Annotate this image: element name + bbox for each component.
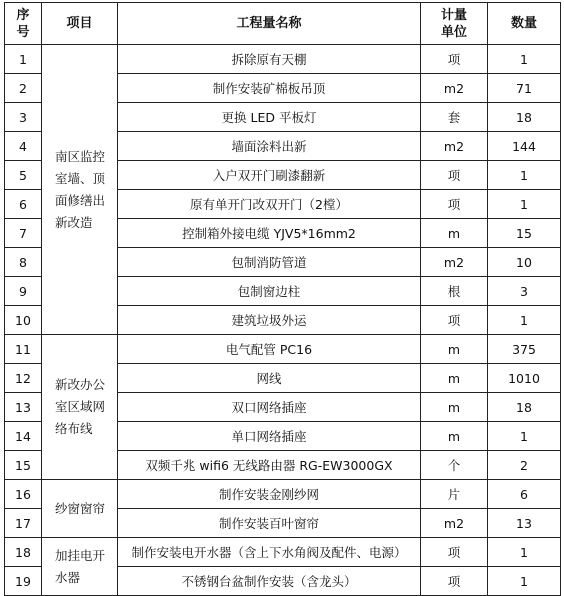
table-row: [5, 335, 561, 364]
item-unit: 项: [421, 538, 488, 567]
row-index: 3: [5, 103, 42, 132]
item-quantity: 71: [488, 74, 561, 103]
row-index: 9: [5, 277, 42, 306]
item-unit: m: [421, 364, 488, 393]
item-unit: 项: [421, 306, 488, 335]
item-unit: 项: [421, 190, 488, 219]
item-quantity: 3: [488, 277, 561, 306]
header-unit: [421, 3, 488, 45]
header-unit-label: 计量 单位: [440, 7, 467, 40]
item-unit: m2: [421, 509, 488, 538]
item-quantity: 18: [488, 393, 561, 422]
item-name: 制作安装矿棉板吊顶: [118, 74, 421, 103]
row-index: 2: [5, 74, 42, 103]
row-index: 12: [5, 364, 42, 393]
item-name: 原有单开门改双开门（2樘）: [118, 190, 421, 219]
item-quantity: 1010: [488, 364, 561, 393]
row-index: 4: [5, 132, 42, 161]
table-row: [5, 538, 561, 567]
row-index: 11: [5, 335, 42, 364]
row-index: 6: [5, 190, 42, 219]
header-index: [5, 3, 42, 45]
item-name: 控制箱外接电缆 YJV5*16mm2: [118, 219, 421, 248]
header-item: 项目: [42, 3, 118, 45]
item-quantity: 1: [488, 45, 561, 74]
item-name: 入户双开门刷漆翻新: [118, 161, 421, 190]
item-name: 制作安装百叶窗帘: [118, 509, 421, 538]
row-index: 5: [5, 161, 42, 190]
item-quantity: 6: [488, 480, 561, 509]
item-name: 不锈钢台盆制作安装（含龙头）: [118, 567, 421, 596]
item-quantity: 18: [488, 103, 561, 132]
item-unit: 项: [421, 567, 488, 596]
item-quantity: 1: [488, 567, 561, 596]
header-index-label: 序 号: [16, 7, 30, 40]
item-unit: 项: [421, 45, 488, 74]
row-index: 15: [5, 451, 42, 480]
item-unit: m: [421, 335, 488, 364]
item-unit: 套: [421, 103, 488, 132]
group-label: 加挂电开水器: [42, 538, 118, 596]
item-unit: 项: [421, 161, 488, 190]
item-unit: 根: [421, 277, 488, 306]
row-index: 16: [5, 480, 42, 509]
row-index: 13: [5, 393, 42, 422]
item-quantity: 15: [488, 219, 561, 248]
table-body: [5, 45, 561, 596]
item-unit: m: [421, 422, 488, 451]
row-index: 18: [5, 538, 42, 567]
item-name: 双口网络插座: [118, 393, 421, 422]
row-index: 1: [5, 45, 42, 74]
row-index: 8: [5, 248, 42, 277]
item-unit: m: [421, 393, 488, 422]
item-quantity: 1: [488, 190, 561, 219]
item-unit: 个: [421, 451, 488, 480]
item-name: 制作安装电开水器（含上下水角阀及配件、电源）: [118, 538, 421, 567]
item-quantity: 13: [488, 509, 561, 538]
row-index: 19: [5, 567, 42, 596]
group-label: 南区监控室墙、顶面修缮出新改造: [42, 45, 118, 335]
row-index: 14: [5, 422, 42, 451]
header-row: [5, 3, 561, 45]
row-index: 17: [5, 509, 42, 538]
item-name: 更换 LED 平板灯: [118, 103, 421, 132]
item-name: 网线: [118, 364, 421, 393]
item-unit: m2: [421, 74, 488, 103]
group-label: 纱窗窗帘: [42, 480, 118, 538]
row-index: 10: [5, 306, 42, 335]
item-name: 制作安装金刚纱网: [118, 480, 421, 509]
item-name: 拆除原有天棚: [118, 45, 421, 74]
item-name: 墙面涂料出新: [118, 132, 421, 161]
item-unit: m: [421, 219, 488, 248]
item-quantity: 375: [488, 335, 561, 364]
item-unit: 片: [421, 480, 488, 509]
item-name: 双频千兆 wifi6 无线路由器 RG-EW3000GX: [118, 451, 421, 480]
header-name: 工程量名称: [118, 3, 421, 45]
item-name: 包制窗边柱: [118, 277, 421, 306]
item-name: 电气配管 PC16: [118, 335, 421, 364]
item-unit: m2: [421, 248, 488, 277]
item-quantity: 1: [488, 538, 561, 567]
table-row: [5, 480, 561, 509]
item-quantity: 1: [488, 422, 561, 451]
item-quantity: 1: [488, 161, 561, 190]
item-quantity: 10: [488, 248, 561, 277]
item-unit: m2: [421, 132, 488, 161]
bill-of-quantities-table: [4, 2, 561, 596]
item-quantity: 144: [488, 132, 561, 161]
item-name: 建筑垃圾外运: [118, 306, 421, 335]
item-name: 包制消防管道: [118, 248, 421, 277]
item-quantity: 2: [488, 451, 561, 480]
item-quantity: 1: [488, 306, 561, 335]
header-qty: 数量: [488, 3, 561, 45]
group-label: 新改办公室区域网络布线: [42, 335, 118, 480]
table-row: [5, 45, 561, 74]
item-name: 单口网络插座: [118, 422, 421, 451]
row-index: 7: [5, 219, 42, 248]
